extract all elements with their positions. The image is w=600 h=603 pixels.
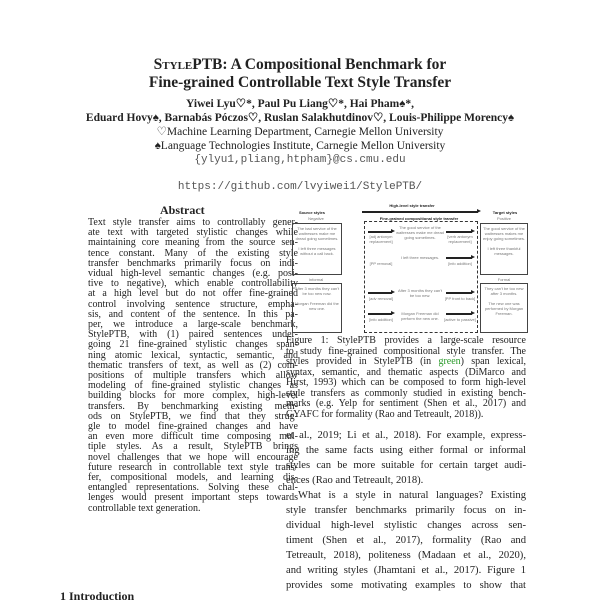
abstract-body bbox=[88, 218, 298, 514]
text-line: ing the same facts using either formal or informal bbox=[286, 445, 526, 456]
text-line: ate text with targeted stylistic changes while bbox=[88, 227, 298, 239]
text-line: Hirst, 1993) which can be composed to form high-level bbox=[286, 377, 526, 388]
fine-grained-label: Fine-grained compositional style transfer bbox=[379, 216, 459, 221]
intro-heading: 1 Introduction bbox=[60, 589, 135, 603]
text-line: tence constant. Many of the existing style bbox=[88, 247, 298, 259]
op-label: [PP front to back] bbox=[444, 296, 476, 301]
arrow bbox=[446, 313, 472, 315]
title-line1: : A Compositional Benchmark for bbox=[222, 56, 447, 73]
high-level-label: High-level style transfer bbox=[389, 203, 435, 208]
text-line: Tetreault, 2018), politeness (Madaan et al., 2020), bbox=[286, 550, 526, 561]
text-line: per, we introduce a large-scale benchmark, bbox=[88, 319, 298, 331]
text-line: gle to model fine-grained changes and have bbox=[88, 421, 298, 433]
text-line: syntax, semantic, and thematic aspects (DiMarco and bbox=[286, 366, 526, 378]
text-line: to study fine-grained compositional style transfer. The bbox=[286, 345, 526, 357]
abstract-heading: Abstract bbox=[160, 203, 205, 217]
text-line: ods on StylePTB, we find that they strug- bbox=[88, 410, 298, 422]
sentence: They can't be too new after 3 months. bbox=[484, 286, 524, 296]
figure-caption bbox=[286, 336, 526, 420]
target-label: Target styles bbox=[492, 210, 518, 215]
sentence: I left three thankful messages. bbox=[487, 246, 521, 256]
text-line: StylePTB, with (1) paired sentences under- bbox=[88, 329, 298, 341]
paper-title bbox=[0, 56, 600, 92]
text-line: ences (Rao and Tetreault, 2018). bbox=[286, 475, 424, 486]
authors-line1: Yiwei Lyu♡*, Paul Pu Liang♡*, Hai Pham♠*, bbox=[186, 98, 414, 110]
arrow bbox=[446, 257, 472, 259]
text-line: modeling of fine-grained stylistic changes as bbox=[88, 380, 298, 392]
op-label: [adv removal] bbox=[368, 296, 393, 301]
text-line: future research in controllable text style trans- bbox=[88, 461, 298, 473]
arrow bbox=[368, 231, 392, 233]
text-line: style transfers as commonly studied in existing bench- bbox=[286, 387, 526, 399]
affiliation-mld: ♡Machine Learning Department, Carnegie Mellon University bbox=[156, 126, 444, 138]
text-line: provides some motivating examples to show that bbox=[286, 580, 526, 591]
text-line: Text style transfer aims to controllably gener- bbox=[88, 217, 298, 228]
formal-label: Formal bbox=[497, 277, 511, 282]
text-line: transfer benchmarks primarily focus on indi- bbox=[88, 257, 298, 269]
text-line: ning atomic lexical, syntactic, semantic, and bbox=[88, 349, 298, 361]
text-line: styles provided in StylePTB (in green) span lexical, bbox=[286, 356, 526, 367]
arrow bbox=[368, 292, 392, 294]
sentence: After 3 months they can't be too new. bbox=[397, 288, 443, 298]
arrow bbox=[446, 292, 472, 294]
github-link[interactable]: https://github.com/lvyiwei1/StylePTB/ bbox=[177, 181, 423, 193]
op-label: [adj antonym replacement] bbox=[369, 234, 393, 244]
authors bbox=[0, 97, 600, 125]
text-line: styles can be more suitable for certain target audi- bbox=[286, 460, 526, 471]
op-label: [PP removal] bbox=[369, 261, 393, 266]
op-label: [info addition] bbox=[448, 261, 472, 266]
text-line: maintaining core meaning from the source sen- bbox=[88, 237, 298, 249]
affiliation-lti: ♠Language Technologies Institute, Carnegie Mellon University bbox=[154, 140, 446, 152]
text-line: timent (Shen et al., 2017), formality (Rao and bbox=[286, 535, 526, 546]
text-line: going 21 fine-grained stylistic changes span- bbox=[88, 339, 298, 351]
text-line: at a high level but do not offer fine-grained bbox=[88, 288, 298, 300]
text-line: control involving sentence structure, empha- bbox=[88, 298, 298, 310]
text-line: lenges would present important steps towards bbox=[88, 492, 298, 504]
text-line: tive to negative), which enable controllability bbox=[88, 278, 298, 290]
right-column-text bbox=[286, 428, 526, 593]
text-line: tiple styles. As a result, StylePTB brings bbox=[88, 441, 298, 453]
informal-box bbox=[292, 283, 342, 333]
text-line: sis, and content of the sentence. In this pa- bbox=[88, 308, 298, 320]
text-line: novel challenges that we hope will encourage bbox=[88, 451, 298, 463]
negative-label: Negative bbox=[308, 216, 324, 221]
sentence: Morgan Freeman did perform the new one. bbox=[401, 311, 439, 321]
sentence: I left three messages. bbox=[400, 255, 440, 260]
positive-label: Positive bbox=[496, 216, 511, 221]
high-level-arrow bbox=[362, 211, 478, 213]
sentence: Morgan Freeman did the new one. bbox=[295, 301, 339, 311]
title-system-name: StylePTB bbox=[153, 56, 223, 73]
text-line: and writing styles (Jhamtani et al., 2017). Figure 1 bbox=[286, 565, 526, 576]
source-label: Source styles bbox=[298, 210, 325, 215]
sentence: The good service of the waitresses make me dread going sometimes. bbox=[396, 225, 444, 240]
text-line: Figure 1: StylePTB provides a large-scale resource bbox=[286, 335, 526, 346]
text-line: What is a style in natural languages? Existing bbox=[298, 490, 526, 501]
negative-box bbox=[292, 223, 342, 275]
op-label: [verb antonym replacement] bbox=[447, 234, 473, 244]
arrow bbox=[368, 313, 392, 315]
authors-line2: Eduard Hovy♠, Barnabás Póczos♡, Ruslan Salakhutdinov♡, Louis-Philippe Morency♠ bbox=[85, 112, 515, 124]
sentence: The bad service of the waitresses make me dread going sometimes. bbox=[295, 226, 339, 241]
email: {ylyu1,pliang,htpham}@cs.cmu.edu bbox=[194, 154, 406, 166]
text-line: fer, compositional models, and learning dis- bbox=[88, 472, 298, 484]
text-line: transfers. By benchmarking existing meth- bbox=[88, 400, 298, 412]
text-line: marks (e.g. Yelp for sentiment (Shen et al., 2017) and bbox=[286, 398, 526, 409]
sentence: The new one was performed by Morgan Freeman. bbox=[484, 301, 524, 316]
text-line: vidual high-level semantic changes (e.g. posi- bbox=[88, 268, 298, 280]
text-line: thematic transfers of text, as well as (2) com- bbox=[88, 359, 298, 371]
text-line: GYAFC for formality (Rao and Tetreault, 2018)). bbox=[286, 408, 484, 420]
informal-label: Informal bbox=[308, 277, 324, 282]
sentence: I left three messages without a call back. bbox=[298, 246, 336, 256]
formal-box bbox=[480, 283, 528, 333]
arrow bbox=[446, 231, 472, 233]
title-line2: Fine-grained Controllable Text Style Transfer bbox=[148, 74, 452, 91]
positive-box bbox=[480, 223, 528, 275]
text-line: dividual high-level stylistic changes across sen- bbox=[286, 520, 526, 531]
text-line: controllable text generation. bbox=[88, 502, 201, 514]
sentence: After 3 months they can't be too new now. bbox=[294, 286, 340, 296]
op-label: [active to passive] bbox=[444, 317, 476, 322]
text-line: entangled representations. Solving these chal- bbox=[88, 482, 298, 494]
text-line: an even more difficult time composing mul- bbox=[88, 431, 298, 443]
figure-1 bbox=[292, 203, 532, 333]
text-line: building blocks for more complex, high-level bbox=[88, 390, 298, 402]
op-label: [info addition] bbox=[369, 317, 393, 322]
text-line: positions of multiple transfers which allow bbox=[88, 370, 298, 382]
sentence: The good service of the waitresses makes me enjoy going sometimes. bbox=[482, 226, 526, 241]
text-line: style transfer benchmarks primarily focus on in- bbox=[286, 505, 526, 516]
text-line: et al., 2019; Li et al., 2018). For example, express- bbox=[286, 430, 526, 441]
